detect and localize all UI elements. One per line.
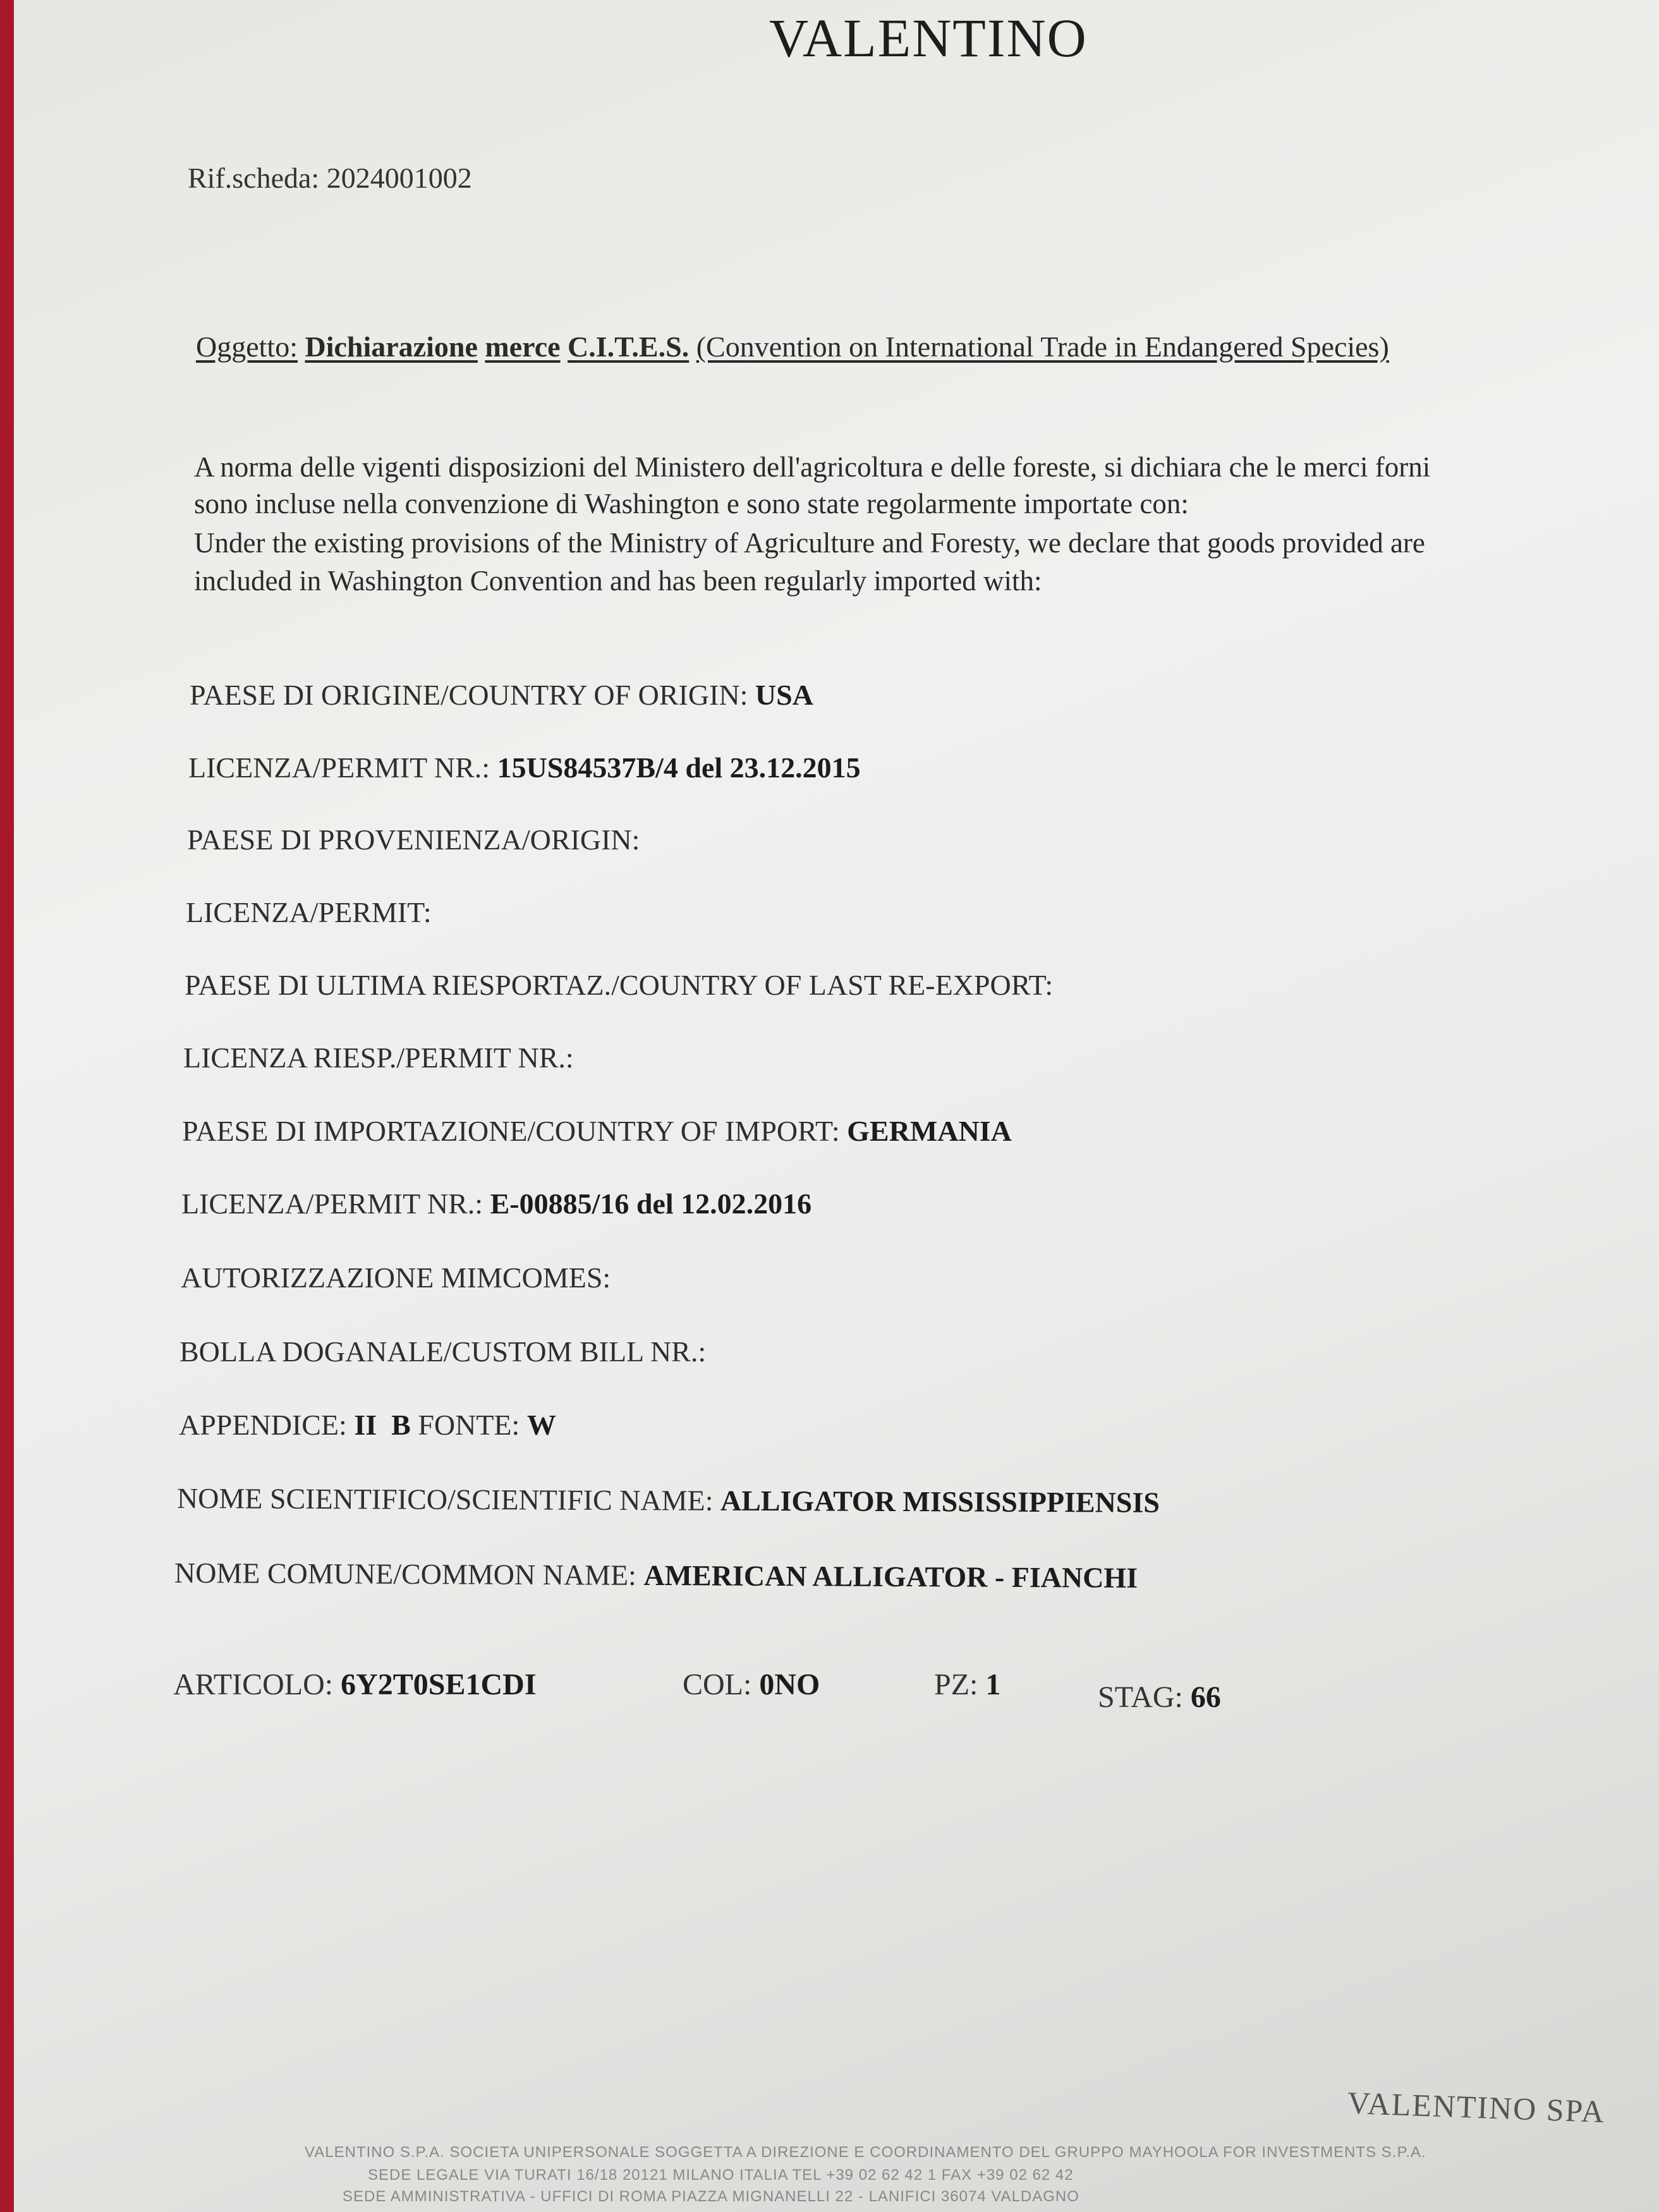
- subject-word-dichiarazione: Dichiarazione: [305, 331, 478, 363]
- document-sheet: [14, 0, 1659, 2212]
- field-custom-bill-number: [179, 1335, 706, 1368]
- intro-line-3: Under the existing provisions of the Ministry of Agriculture and Foresty, we declare that goods provided are: [194, 527, 1425, 559]
- field-country-of-provenance: [187, 823, 640, 856]
- field-label: LICENZA/PERMIT NR.:: [181, 1188, 483, 1220]
- field-country-of-last-reexport: [185, 968, 1053, 1002]
- field-import-permit-number: [181, 1187, 811, 1220]
- field-label: AUTORIZZAZIONE MIMCOMES:: [181, 1261, 611, 1294]
- appendix-b: B: [391, 1409, 411, 1441]
- field-value: USA: [755, 679, 813, 711]
- footer-line-1: VALENTINO S.P.A. SOCIETA UNIPERSONALE SOGGETTA A DIREZIONE E COORDINAMENTO DEL GRUPPO MAYHOOLA FOR INVESTMENTS S.P.A.: [305, 2144, 1426, 2161]
- field-reexport-permit-number: [183, 1041, 574, 1074]
- field-value: GERMANIA: [847, 1115, 1012, 1147]
- company-signature: VALENTINO SPA: [1347, 2084, 1606, 2130]
- field-scientific-name: [177, 1481, 1160, 1519]
- subject-line: [196, 330, 1389, 363]
- field-label: PAESE DI PROVENIENZA/ORIGIN:: [187, 823, 640, 856]
- intro-line-2: sono incluse nella convenzione di Washington e sono state regolarmente importate con:: [194, 488, 1189, 520]
- article-season: [1098, 1680, 1221, 1715]
- field-common-name: [174, 1556, 1138, 1595]
- stag-value: 66: [1190, 1680, 1221, 1714]
- pz-value: 1: [985, 1668, 1001, 1701]
- footer-line-3: SEDE AMMINISTRATIVA - UFFICI DI ROMA PIAZZA MIGNANELLI 22 - LANIFICI 36074 VALDAGNO: [343, 2188, 1079, 2205]
- intro-paragraph: [194, 447, 1430, 600]
- field-value: ALLIGATOR MISSISSIPPIENSIS: [720, 1484, 1160, 1519]
- left-red-edge: [0, 0, 14, 2212]
- article-color: [683, 1667, 820, 1702]
- field-label: PAESE DI ULTIMA RIESPORTAZ./COUNTRY OF LAST RE-EXPORT:: [185, 969, 1054, 1001]
- reference-number: Rif.scheda: 2024001002: [188, 162, 472, 194]
- field-country-of-import: [182, 1114, 1012, 1148]
- field-label: LICENZA RIESP./PERMIT NR.:: [183, 1042, 574, 1074]
- field-label: NOME COMUNE/COMMON NAME:: [174, 1557, 637, 1591]
- field-label: LICENZA/PERMIT NR.:: [188, 751, 490, 784]
- pz-label: PZ:: [934, 1668, 978, 1701]
- field-value: AMERICAN ALLIGATOR - FIANCHI: [643, 1559, 1138, 1594]
- field-value: 15US84537B/4 del 23.12.2015: [497, 751, 861, 784]
- field-label: PAESE DI ORIGINE/COUNTRY OF ORIGIN:: [190, 679, 748, 711]
- field-value: E-00885/16 del 12.02.2016: [490, 1188, 812, 1220]
- footer-line-2: SEDE LEGALE VIA TURATI 16/18 20121 MILANO ITALIA TEL +39 02 62 42 1 FAX +39 02 62 42: [368, 2166, 1074, 2184]
- field-mimcomes-authorization: [181, 1261, 611, 1294]
- article-code: [173, 1667, 537, 1702]
- field-origin-permit-number: [188, 751, 861, 784]
- field-label: PAESE DI IMPORTAZIONE/COUNTRY OF IMPORT:: [182, 1115, 840, 1147]
- articolo-value: 6Y2T0SE1CDI: [341, 1668, 537, 1701]
- article-pieces: [934, 1667, 1000, 1702]
- field-label: NOME SCIENTIFICO/SCIENTIFIC NAME:: [176, 1482, 714, 1517]
- field-label: BOLLA DOGANALE/CUSTOM BILL NR.:: [179, 1335, 707, 1368]
- field-country-of-origin: [190, 678, 813, 712]
- subject-label: Oggetto:: [196, 331, 298, 363]
- stag-label: STAG:: [1098, 1680, 1183, 1714]
- intro-line-4: included in Washington Convention and has been regularly imported with:: [194, 565, 1042, 597]
- subject-word-cites: C.I.T.E.S.: [568, 331, 690, 363]
- field-label: LICENZA/PERMIT:: [186, 896, 432, 928]
- valentino-logo: VALENTINO: [769, 8, 1088, 68]
- field-appendix: [179, 1408, 556, 1442]
- source-value: W: [526, 1409, 556, 1441]
- col-label: COL:: [683, 1668, 752, 1701]
- appendix-label: APPENDICE:: [179, 1409, 347, 1441]
- intro-line-1: A norma delle vigenti disposizioni del Ministero dell'agricoltura e delle foreste, si dichiara che le merci forni: [194, 451, 1431, 483]
- subject-word-merce: merce: [485, 331, 561, 363]
- col-value: 0NO: [759, 1668, 820, 1701]
- field-provenance-permit: [186, 896, 432, 929]
- articolo-label: ARTICOLO:: [173, 1668, 334, 1701]
- appendix-value: II: [354, 1409, 377, 1441]
- source-label: FONTE:: [418, 1409, 520, 1441]
- subject-convention-name: (Convention on International Trade in Endangered Species): [696, 331, 1389, 363]
